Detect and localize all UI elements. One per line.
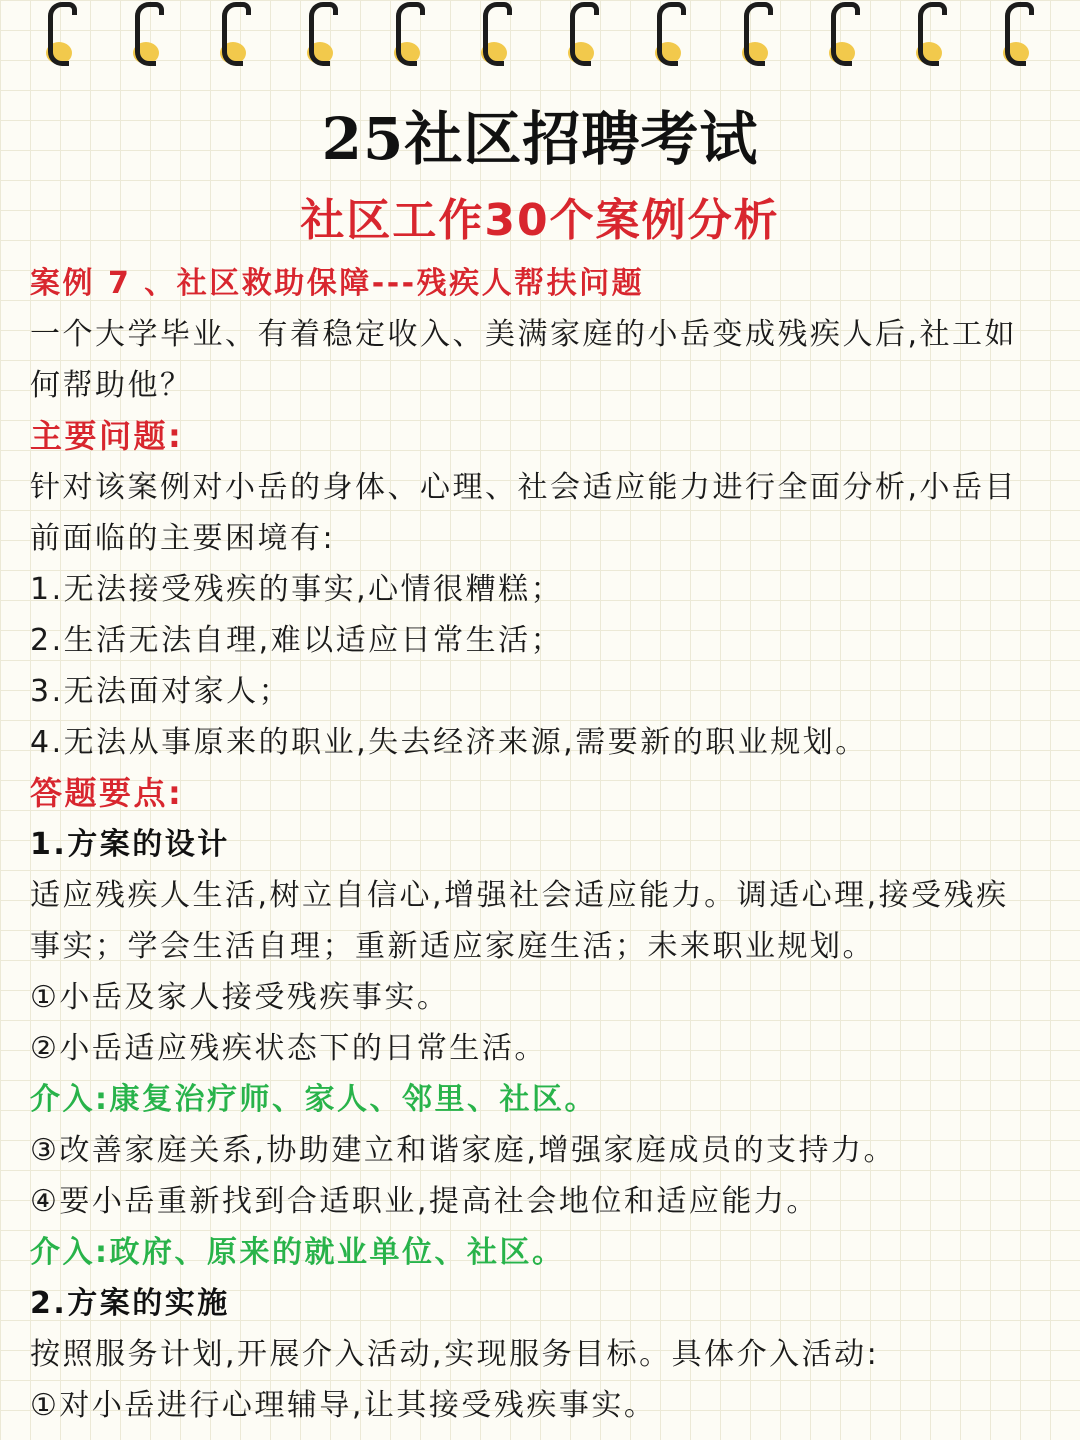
analysis-line: 针对该案例对小岳的身体、心理、社会适应能力进行全面分析,小岳目 [30,470,1018,505]
question-line: 一个大学毕业、有着稳定收入、美满家庭的小岳变成残疾人后,社工如 [30,317,1018,352]
notebook-spiral-binding [0,0,1080,80]
goal-item: ③改善家庭关系,协助建立和谐家庭,增强家庭成员的支持力。 [30,1133,896,1168]
spiral-ring-icon [997,0,1037,70]
problem-item: 2.生活无法自理,难以适应日常生活； [30,623,564,658]
intervention-note: 介入:政府、原来的就业单位、社区。 [30,1235,565,1270]
problem-item: 4.无法从事原来的职业,失去经济来源,需要新的职业规划。 [30,725,868,760]
analysis-line: 前面临的主要困境有: [30,521,336,556]
goal-item: ①小岳及家人接受残疾事实。 [30,980,450,1015]
main-problems-heading: 主要问题: [30,417,184,455]
activity-item: ①对小岳进行心理辅导,让其接受残疾事实。 [30,1388,657,1423]
intervention-note: 介入:康复治疗师、家人、邻里、社区。 [30,1082,597,1117]
question-line: 何帮助他？ [30,368,193,403]
spiral-ring-icon [127,0,167,70]
goal-item: ④要小岳重新找到合适职业,提高社会地位和适应能力。 [30,1184,819,1219]
answer-heading: 答题要点: [30,774,184,812]
spiral-ring-icon [562,0,602,70]
implement-heading: 2.方案的实施 [30,1286,230,1321]
problem-item: 1.无法接受残疾的事实,心情很糟糕； [30,572,564,607]
spiral-ring-icon [301,0,341,70]
spiral-ring-icon [910,0,950,70]
goal-item: ②小岳适应残疾状态下的日常生活。 [30,1031,547,1066]
spiral-ring-icon [736,0,776,70]
spiral-ring-icon [649,0,689,70]
spiral-ring-icon [40,0,80,70]
spiral-ring-icon [475,0,515,70]
design-text-line: 事实；学会生活自理；重新适应家庭生活；未来职业规划。 [30,929,875,964]
spiral-ring-icon [214,0,254,70]
article-body [30,258,1060,1431]
problem-item: 3.无法面对家人； [30,674,292,709]
page-title: 25社区招聘考试 [321,105,759,173]
case-title: 案例 7 、社区救助保障---残疾人帮扶问题 [30,266,645,301]
design-text-line: 适应残疾人生活,树立自信心,增强社会适应能力。调适心理,接受残疾 [30,878,1009,913]
spiral-ring-icon [823,0,863,70]
implement-text: 按照服务计划,开展介入活动,实现服务目标。具体介入活动: [30,1337,880,1372]
page-subtitle: 社区工作30个案例分析 [300,195,780,246]
spiral-ring-icon [388,0,428,70]
design-heading: 1.方案的设计 [30,827,230,862]
